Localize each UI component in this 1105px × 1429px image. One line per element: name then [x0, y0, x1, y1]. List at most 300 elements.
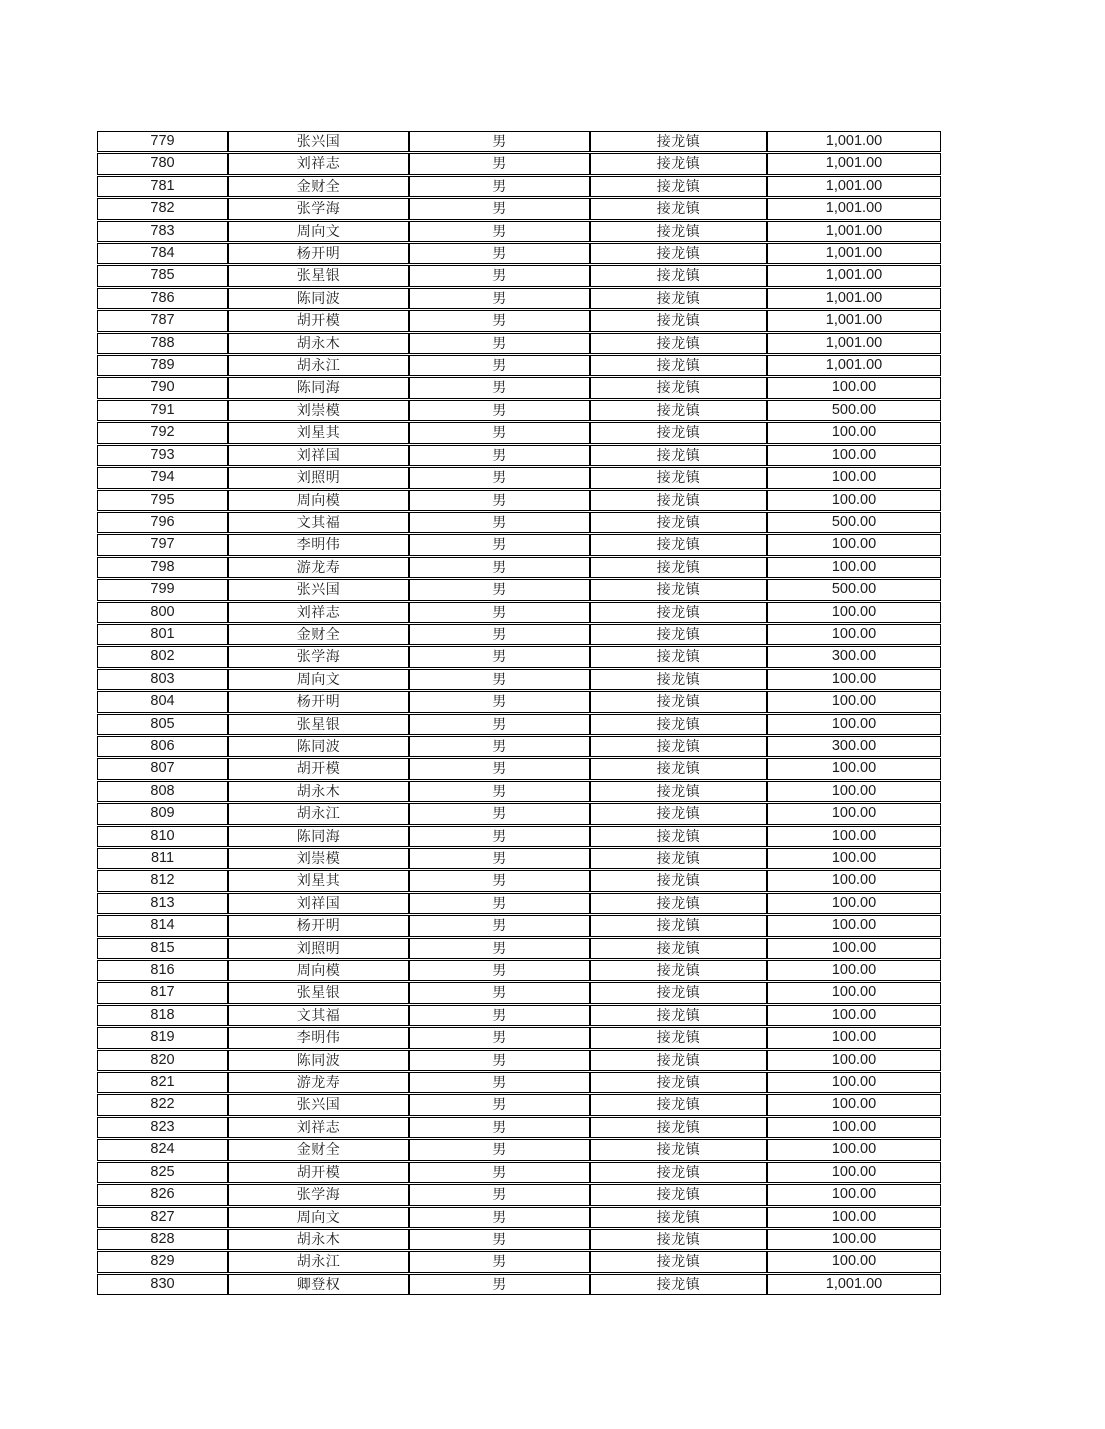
amount-cell: 100.00 [767, 422, 941, 443]
row-number-cell: 797 [97, 534, 228, 555]
town-cell: 接龙镇 [590, 153, 767, 174]
amount-cell: 300.00 [767, 646, 941, 667]
person-name-cell: 金财全 [228, 176, 409, 197]
gender-cell: 男 [409, 557, 590, 578]
row-number-cell: 827 [97, 1207, 228, 1228]
amount-cell: 1,001.00 [767, 243, 941, 264]
amount-cell: 100.00 [767, 893, 941, 914]
amount-cell: 1,001.00 [767, 1274, 941, 1295]
gender-cell: 男 [409, 153, 590, 174]
table-row [97, 534, 941, 555]
row-number-cell: 803 [97, 669, 228, 690]
table-row [97, 377, 941, 398]
gender-cell: 男 [409, 1094, 590, 1115]
amount-cell: 1,001.00 [767, 310, 941, 331]
gender-cell: 男 [409, 624, 590, 645]
amount-cell: 1,001.00 [767, 198, 941, 219]
town-cell: 接龙镇 [590, 400, 767, 421]
person-name-cell: 刘照明 [228, 938, 409, 959]
gender-cell: 男 [409, 960, 590, 981]
table-row [97, 1229, 941, 1250]
row-number-cell: 782 [97, 198, 228, 219]
gender-cell: 男 [409, 490, 590, 511]
town-cell: 接龙镇 [590, 1229, 767, 1250]
amount-cell: 100.00 [767, 960, 941, 981]
town-cell: 接龙镇 [590, 131, 767, 152]
town-cell: 接龙镇 [590, 646, 767, 667]
town-cell: 接龙镇 [590, 445, 767, 466]
gender-cell: 男 [409, 534, 590, 555]
amount-cell: 500.00 [767, 512, 941, 533]
town-cell: 接龙镇 [590, 1207, 767, 1228]
table-row [97, 893, 941, 914]
town-cell: 接龙镇 [590, 624, 767, 645]
amount-cell: 100.00 [767, 602, 941, 623]
table-row [97, 602, 941, 623]
table-row [97, 1117, 941, 1138]
amount-cell: 100.00 [767, 1251, 941, 1272]
gender-cell: 男 [409, 579, 590, 600]
table-row [97, 400, 941, 421]
town-cell: 接龙镇 [590, 1005, 767, 1026]
amount-cell: 1,001.00 [767, 153, 941, 174]
amount-cell: 100.00 [767, 714, 941, 735]
table-row [97, 1072, 941, 1093]
person-name-cell: 胡开模 [228, 758, 409, 779]
row-number-cell: 801 [97, 624, 228, 645]
gender-cell: 男 [409, 198, 590, 219]
person-name-cell: 陈同海 [228, 826, 409, 847]
row-number-cell: 825 [97, 1162, 228, 1183]
gender-cell: 男 [409, 1207, 590, 1228]
gender-cell: 男 [409, 512, 590, 533]
person-name-cell: 陈同波 [228, 736, 409, 757]
gender-cell: 男 [409, 781, 590, 802]
table-row [97, 982, 941, 1003]
row-number-cell: 796 [97, 512, 228, 533]
person-name-cell: 刘祥志 [228, 602, 409, 623]
table-row [97, 176, 941, 197]
amount-cell: 100.00 [767, 1184, 941, 1205]
amount-cell: 300.00 [767, 736, 941, 757]
amount-cell: 1,001.00 [767, 355, 941, 376]
table-row [97, 131, 941, 152]
town-cell: 接龙镇 [590, 758, 767, 779]
town-cell: 接龙镇 [590, 265, 767, 286]
town-cell: 接龙镇 [590, 870, 767, 891]
gender-cell: 男 [409, 870, 590, 891]
person-name-cell: 张星银 [228, 714, 409, 735]
table-row [97, 198, 941, 219]
person-name-cell: 金财全 [228, 1139, 409, 1160]
town-cell: 接龙镇 [590, 512, 767, 533]
amount-cell: 100.00 [767, 1094, 941, 1115]
person-name-cell: 杨开明 [228, 691, 409, 712]
table-row [97, 848, 941, 869]
person-name-cell: 周向模 [228, 490, 409, 511]
table-row [97, 714, 941, 735]
table-row [97, 1207, 941, 1228]
row-number-cell: 822 [97, 1094, 228, 1115]
gender-cell: 男 [409, 669, 590, 690]
table-row [97, 243, 941, 264]
table-row [97, 221, 941, 242]
town-cell: 接龙镇 [590, 176, 767, 197]
town-cell: 接龙镇 [590, 198, 767, 219]
amount-cell: 1,001.00 [767, 333, 941, 354]
amount-cell: 1,001.00 [767, 288, 941, 309]
row-number-cell: 810 [97, 826, 228, 847]
gender-cell: 男 [409, 938, 590, 959]
town-cell: 接龙镇 [590, 982, 767, 1003]
town-cell: 接龙镇 [590, 1072, 767, 1093]
gender-cell: 男 [409, 714, 590, 735]
person-name-cell: 张学海 [228, 646, 409, 667]
table-row [97, 646, 941, 667]
gender-cell: 男 [409, 1139, 590, 1160]
row-number-cell: 784 [97, 243, 228, 264]
town-cell: 接龙镇 [590, 221, 767, 242]
amount-cell: 100.00 [767, 669, 941, 690]
gender-cell: 男 [409, 355, 590, 376]
gender-cell: 男 [409, 826, 590, 847]
table-row [97, 288, 941, 309]
town-cell: 接龙镇 [590, 915, 767, 936]
amount-cell: 100.00 [767, 1005, 941, 1026]
gender-cell: 男 [409, 467, 590, 488]
town-cell: 接龙镇 [590, 1050, 767, 1071]
amount-cell: 100.00 [767, 758, 941, 779]
row-number-cell: 788 [97, 333, 228, 354]
amount-cell: 1,001.00 [767, 176, 941, 197]
gender-cell: 男 [409, 691, 590, 712]
amount-cell: 500.00 [767, 579, 941, 600]
table-row [97, 781, 941, 802]
amount-cell: 100.00 [767, 848, 941, 869]
gender-cell: 男 [409, 758, 590, 779]
person-name-cell: 张兴国 [228, 579, 409, 600]
gender-cell: 男 [409, 646, 590, 667]
table-row [97, 1094, 941, 1115]
amount-cell: 100.00 [767, 1050, 941, 1071]
row-number-cell: 802 [97, 646, 228, 667]
amount-cell: 100.00 [767, 1117, 941, 1138]
row-number-cell: 806 [97, 736, 228, 757]
gender-cell: 男 [409, 1251, 590, 1272]
row-number-cell: 816 [97, 960, 228, 981]
table-row [97, 691, 941, 712]
person-name-cell: 胡开模 [228, 1162, 409, 1183]
gender-cell: 男 [409, 915, 590, 936]
amount-cell: 100.00 [767, 1027, 941, 1048]
gender-cell: 男 [409, 1274, 590, 1295]
table-row [97, 1050, 941, 1071]
row-number-cell: 823 [97, 1117, 228, 1138]
person-name-cell: 张星银 [228, 982, 409, 1003]
amount-cell: 100.00 [767, 1139, 941, 1160]
gender-cell: 男 [409, 310, 590, 331]
row-number-cell: 791 [97, 400, 228, 421]
gender-cell: 男 [409, 221, 590, 242]
gender-cell: 男 [409, 1184, 590, 1205]
amount-cell: 100.00 [767, 557, 941, 578]
table-row [97, 445, 941, 466]
person-name-cell: 陈同波 [228, 1050, 409, 1071]
row-number-cell: 792 [97, 422, 228, 443]
table-row [97, 422, 941, 443]
person-name-cell: 胡永木 [228, 333, 409, 354]
gender-cell: 男 [409, 1050, 590, 1071]
row-number-cell: 793 [97, 445, 228, 466]
row-number-cell: 819 [97, 1027, 228, 1048]
person-name-cell: 胡永木 [228, 1229, 409, 1250]
gender-cell: 男 [409, 333, 590, 354]
table-row [97, 826, 941, 847]
table-row [97, 938, 941, 959]
gender-cell: 男 [409, 400, 590, 421]
town-cell: 接龙镇 [590, 938, 767, 959]
gender-cell: 男 [409, 982, 590, 1003]
town-cell: 接龙镇 [590, 467, 767, 488]
table-row [97, 355, 941, 376]
row-number-cell: 799 [97, 579, 228, 600]
row-number-cell: 813 [97, 893, 228, 914]
gender-cell: 男 [409, 265, 590, 286]
person-name-cell: 杨开明 [228, 915, 409, 936]
row-number-cell: 828 [97, 1229, 228, 1250]
town-cell: 接龙镇 [590, 579, 767, 600]
person-name-cell: 周向模 [228, 960, 409, 981]
roster-table [97, 130, 941, 1296]
table-row [97, 579, 941, 600]
gender-cell: 男 [409, 1005, 590, 1026]
amount-cell: 100.00 [767, 803, 941, 824]
amount-cell: 500.00 [767, 400, 941, 421]
row-number-cell: 829 [97, 1251, 228, 1272]
amount-cell: 100.00 [767, 624, 941, 645]
row-number-cell: 821 [97, 1072, 228, 1093]
gender-cell: 男 [409, 243, 590, 264]
town-cell: 接龙镇 [590, 1139, 767, 1160]
row-number-cell: 811 [97, 848, 228, 869]
gender-cell: 男 [409, 848, 590, 869]
town-cell: 接龙镇 [590, 736, 767, 757]
table-row [97, 153, 941, 174]
table-row [97, 758, 941, 779]
row-number-cell: 812 [97, 870, 228, 891]
table-row [97, 870, 941, 891]
person-name-cell: 胡永江 [228, 355, 409, 376]
row-number-cell: 830 [97, 1274, 228, 1295]
row-number-cell: 820 [97, 1050, 228, 1071]
table-row [97, 1184, 941, 1205]
town-cell: 接龙镇 [590, 490, 767, 511]
row-number-cell: 794 [97, 467, 228, 488]
person-name-cell: 胡永木 [228, 781, 409, 802]
amount-cell: 100.00 [767, 826, 941, 847]
amount-cell: 100.00 [767, 1229, 941, 1250]
amount-cell: 100.00 [767, 870, 941, 891]
town-cell: 接龙镇 [590, 691, 767, 712]
table-row [97, 467, 941, 488]
table-row [97, 1139, 941, 1160]
town-cell: 接龙镇 [590, 1094, 767, 1115]
table-row [97, 333, 941, 354]
town-cell: 接龙镇 [590, 288, 767, 309]
table-row [97, 310, 941, 331]
person-name-cell: 文其福 [228, 512, 409, 533]
row-number-cell: 781 [97, 176, 228, 197]
table-row [97, 624, 941, 645]
table-row [97, 669, 941, 690]
amount-cell: 1,001.00 [767, 265, 941, 286]
person-name-cell: 陈同海 [228, 377, 409, 398]
amount-cell: 100.00 [767, 982, 941, 1003]
gender-cell: 男 [409, 445, 590, 466]
person-name-cell: 刘崇模 [228, 848, 409, 869]
row-number-cell: 826 [97, 1184, 228, 1205]
row-number-cell: 808 [97, 781, 228, 802]
row-number-cell: 786 [97, 288, 228, 309]
row-number-cell: 790 [97, 377, 228, 398]
town-cell: 接龙镇 [590, 557, 767, 578]
town-cell: 接龙镇 [590, 803, 767, 824]
town-cell: 接龙镇 [590, 1117, 767, 1138]
person-name-cell: 刘星其 [228, 422, 409, 443]
table-row [97, 265, 941, 286]
gender-cell: 男 [409, 803, 590, 824]
town-cell: 接龙镇 [590, 714, 767, 735]
person-name-cell: 卿登权 [228, 1274, 409, 1295]
gender-cell: 男 [409, 602, 590, 623]
town-cell: 接龙镇 [590, 1162, 767, 1183]
row-number-cell: 804 [97, 691, 228, 712]
row-number-cell: 809 [97, 803, 228, 824]
amount-cell: 100.00 [767, 781, 941, 802]
town-cell: 接龙镇 [590, 355, 767, 376]
gender-cell: 男 [409, 893, 590, 914]
table-row [97, 915, 941, 936]
row-number-cell: 814 [97, 915, 228, 936]
town-cell: 接龙镇 [590, 310, 767, 331]
amount-cell: 100.00 [767, 938, 941, 959]
row-number-cell: 787 [97, 310, 228, 331]
row-number-cell: 805 [97, 714, 228, 735]
table-row [97, 490, 941, 511]
person-name-cell: 刘星其 [228, 870, 409, 891]
person-name-cell: 周向文 [228, 1207, 409, 1228]
person-name-cell: 刘崇模 [228, 400, 409, 421]
person-name-cell: 游龙寿 [228, 1072, 409, 1093]
table-row [97, 1162, 941, 1183]
table-row [97, 803, 941, 824]
town-cell: 接龙镇 [590, 243, 767, 264]
town-cell: 接龙镇 [590, 669, 767, 690]
table-row [97, 557, 941, 578]
person-name-cell: 胡开模 [228, 310, 409, 331]
roster-table-body [97, 131, 941, 1295]
person-name-cell: 胡永江 [228, 803, 409, 824]
row-number-cell: 780 [97, 153, 228, 174]
gender-cell: 男 [409, 1027, 590, 1048]
amount-cell: 100.00 [767, 445, 941, 466]
person-name-cell: 张兴国 [228, 131, 409, 152]
person-name-cell: 刘祥志 [228, 153, 409, 174]
town-cell: 接龙镇 [590, 602, 767, 623]
town-cell: 接龙镇 [590, 781, 767, 802]
amount-cell: 100.00 [767, 490, 941, 511]
amount-cell: 100.00 [767, 1162, 941, 1183]
amount-cell: 1,001.00 [767, 221, 941, 242]
row-number-cell: 800 [97, 602, 228, 623]
gender-cell: 男 [409, 288, 590, 309]
gender-cell: 男 [409, 1072, 590, 1093]
person-name-cell: 游龙寿 [228, 557, 409, 578]
town-cell: 接龙镇 [590, 826, 767, 847]
person-name-cell: 李明伟 [228, 1027, 409, 1048]
row-number-cell: 798 [97, 557, 228, 578]
person-name-cell: 刘照明 [228, 467, 409, 488]
amount-cell: 100.00 [767, 377, 941, 398]
row-number-cell: 785 [97, 265, 228, 286]
amount-cell: 100.00 [767, 534, 941, 555]
gender-cell: 男 [409, 176, 590, 197]
person-name-cell: 金财全 [228, 624, 409, 645]
town-cell: 接龙镇 [590, 1251, 767, 1272]
row-number-cell: 817 [97, 982, 228, 1003]
town-cell: 接龙镇 [590, 848, 767, 869]
row-number-cell: 807 [97, 758, 228, 779]
amount-cell: 1,001.00 [767, 131, 941, 152]
person-name-cell: 李明伟 [228, 534, 409, 555]
amount-cell: 100.00 [767, 467, 941, 488]
row-number-cell: 779 [97, 131, 228, 152]
town-cell: 接龙镇 [590, 534, 767, 555]
person-name-cell: 文其福 [228, 1005, 409, 1026]
gender-cell: 男 [409, 377, 590, 398]
table-row [97, 1274, 941, 1295]
table-row [97, 512, 941, 533]
town-cell: 接龙镇 [590, 422, 767, 443]
person-name-cell: 刘祥国 [228, 445, 409, 466]
row-number-cell: 818 [97, 1005, 228, 1026]
row-number-cell: 795 [97, 490, 228, 511]
town-cell: 接龙镇 [590, 1027, 767, 1048]
person-name-cell: 周向文 [228, 221, 409, 242]
table-row [97, 1251, 941, 1272]
gender-cell: 男 [409, 1229, 590, 1250]
person-name-cell: 张兴国 [228, 1094, 409, 1115]
row-number-cell: 824 [97, 1139, 228, 1160]
person-name-cell: 杨开明 [228, 243, 409, 264]
person-name-cell: 胡永江 [228, 1251, 409, 1272]
row-number-cell: 789 [97, 355, 228, 376]
amount-cell: 100.00 [767, 691, 941, 712]
amount-cell: 100.00 [767, 1072, 941, 1093]
table-row [97, 736, 941, 757]
gender-cell: 男 [409, 1162, 590, 1183]
amount-cell: 100.00 [767, 915, 941, 936]
amount-cell: 100.00 [767, 1207, 941, 1228]
row-number-cell: 815 [97, 938, 228, 959]
table-row [97, 1005, 941, 1026]
row-number-cell: 783 [97, 221, 228, 242]
gender-cell: 男 [409, 422, 590, 443]
person-name-cell: 张学海 [228, 1184, 409, 1205]
gender-cell: 男 [409, 736, 590, 757]
table-row [97, 1027, 941, 1048]
town-cell: 接龙镇 [590, 377, 767, 398]
